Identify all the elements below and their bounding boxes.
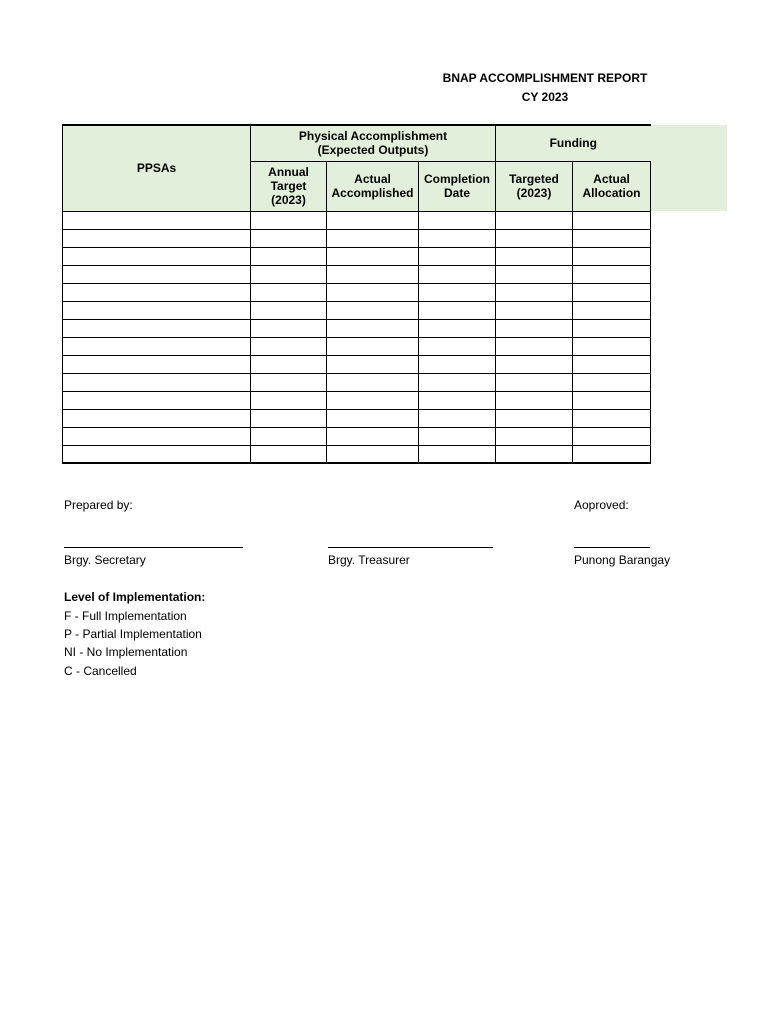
- table-cell[interactable]: [573, 427, 651, 445]
- table-cell[interactable]: [327, 247, 419, 265]
- table-row: [63, 319, 651, 337]
- table-cell[interactable]: [573, 337, 651, 355]
- table-row: [63, 445, 651, 463]
- table-cell[interactable]: [496, 373, 573, 391]
- treasurer-label: Brgy. Treasurer: [328, 553, 410, 567]
- table-cell[interactable]: [251, 283, 327, 301]
- secretary-label: Brgy. Secretary: [64, 553, 146, 567]
- table-cell[interactable]: [63, 373, 251, 391]
- table-body: [63, 211, 651, 463]
- table-cell[interactable]: [63, 301, 251, 319]
- table-row: [63, 391, 651, 409]
- table-cell[interactable]: [419, 391, 496, 409]
- table-cell[interactable]: [419, 265, 496, 283]
- table-cell[interactable]: [63, 409, 251, 427]
- table-cell[interactable]: [573, 409, 651, 427]
- accomplishment-table: [62, 124, 651, 464]
- table-cell[interactable]: [496, 229, 573, 247]
- table-cell[interactable]: [251, 373, 327, 391]
- table-cell[interactable]: [573, 445, 651, 463]
- table-cell[interactable]: [251, 301, 327, 319]
- legend-item-partial: P - Partial Implementation: [64, 627, 202, 641]
- table-cell[interactable]: [573, 355, 651, 373]
- table-row: [63, 373, 651, 391]
- table-cell[interactable]: [251, 319, 327, 337]
- table-cell[interactable]: [63, 319, 251, 337]
- table-cell[interactable]: [573, 373, 651, 391]
- table-cell[interactable]: [63, 265, 251, 283]
- table-cell[interactable]: [251, 445, 327, 463]
- table-cell[interactable]: [251, 409, 327, 427]
- table-cell[interactable]: [419, 337, 496, 355]
- table-cell[interactable]: [496, 409, 573, 427]
- table-cell[interactable]: [63, 337, 251, 355]
- table-cell[interactable]: [251, 355, 327, 373]
- table-cell[interactable]: [251, 427, 327, 445]
- table-cell[interactable]: [419, 283, 496, 301]
- annual-target-header: Annual Target (2023): [251, 161, 327, 211]
- table-cell[interactable]: [496, 445, 573, 463]
- table-cell[interactable]: [419, 211, 496, 229]
- table-cell[interactable]: [573, 301, 651, 319]
- actual-accomplished-header: Actual Accomplished: [327, 161, 419, 211]
- table-cell[interactable]: [327, 337, 419, 355]
- table-row: [63, 229, 651, 247]
- actual-allocation-header: Actual Allocation: [573, 161, 651, 211]
- table-cell[interactable]: [496, 427, 573, 445]
- header-fill-extension: [650, 125, 727, 211]
- table-cell[interactable]: [327, 373, 419, 391]
- table-cell[interactable]: [496, 391, 573, 409]
- table-cell[interactable]: [63, 445, 251, 463]
- table-cell[interactable]: [573, 211, 651, 229]
- table-cell[interactable]: [573, 247, 651, 265]
- table-cell[interactable]: [327, 427, 419, 445]
- targeted-2023-header: Targeted (2023): [496, 161, 573, 211]
- table-cell[interactable]: [251, 391, 327, 409]
- table-cell[interactable]: [63, 229, 251, 247]
- table-cell[interactable]: [327, 265, 419, 283]
- punong-label: Punong Barangay: [574, 553, 671, 567]
- table-row: [63, 211, 651, 229]
- table-cell[interactable]: [419, 301, 496, 319]
- table-cell[interactable]: [496, 355, 573, 373]
- table-cell[interactable]: [419, 373, 496, 391]
- treasurer-signature-line: [328, 547, 493, 548]
- table-cell[interactable]: [327, 211, 419, 229]
- table-cell[interactable]: [327, 319, 419, 337]
- table-cell[interactable]: [496, 247, 573, 265]
- table-cell[interactable]: [496, 319, 573, 337]
- table-row: [63, 409, 651, 427]
- prepared-by-label: Prepared by:: [64, 498, 133, 512]
- completion-date-header: Completion Date: [419, 161, 496, 211]
- table-cell[interactable]: [251, 337, 327, 355]
- physical-accomplishment-header: Physical Accomplishment (Expected Outputs): [251, 125, 496, 161]
- table-row: [63, 337, 651, 355]
- table-cell[interactable]: [63, 427, 251, 445]
- table-cell[interactable]: [419, 229, 496, 247]
- ppsas-header: PPSAs: [63, 125, 251, 211]
- table-row: [63, 355, 651, 373]
- table-row: [63, 265, 651, 283]
- table-cell[interactable]: [419, 319, 496, 337]
- legend-item-full: F - Full Implementation: [64, 609, 187, 623]
- table-cell[interactable]: [327, 283, 419, 301]
- table-cell[interactable]: [573, 265, 651, 283]
- table-cell[interactable]: [419, 247, 496, 265]
- table-cell[interactable]: [573, 283, 651, 301]
- table-cell[interactable]: [327, 229, 419, 247]
- table-cell[interactable]: [573, 229, 651, 247]
- table-row: [63, 301, 651, 319]
- table-cell[interactable]: [251, 265, 327, 283]
- table-cell[interactable]: [496, 301, 573, 319]
- table-cell[interactable]: [573, 391, 651, 409]
- legend-item-cancelled: C - Cancelled: [64, 664, 137, 678]
- table-row: [63, 283, 651, 301]
- legend-item-none: NI - No Implementation: [64, 645, 188, 659]
- table-cell[interactable]: [419, 427, 496, 445]
- table-cell[interactable]: [327, 355, 419, 373]
- secretary-signature-line: [64, 547, 243, 548]
- table-cell[interactable]: [573, 319, 651, 337]
- table-cell[interactable]: [496, 265, 573, 283]
- table-cell[interactable]: [327, 409, 419, 427]
- table-cell[interactable]: [251, 229, 327, 247]
- report-subtitle: CY 2023: [521, 90, 569, 104]
- table-cell[interactable]: [419, 445, 496, 463]
- table-cell[interactable]: [496, 337, 573, 355]
- approved-label: Aoproved:: [574, 498, 629, 512]
- table-cell[interactable]: [327, 391, 419, 409]
- table-cell[interactable]: [496, 211, 573, 229]
- legend-title: Level of Implementation:: [64, 590, 206, 604]
- table-cell[interactable]: [251, 211, 327, 229]
- table-cell[interactable]: [63, 283, 251, 301]
- table-cell[interactable]: [63, 355, 251, 373]
- report-title: BNAP ACCOMPLISHMENT REPORT: [442, 71, 648, 85]
- table-row: [63, 247, 651, 265]
- table-cell[interactable]: [327, 445, 419, 463]
- table-cell[interactable]: [419, 355, 496, 373]
- table-cell[interactable]: [327, 301, 419, 319]
- table-cell[interactable]: [63, 211, 251, 229]
- table-cell[interactable]: [251, 247, 327, 265]
- table-cell[interactable]: [496, 283, 573, 301]
- table-cell[interactable]: [63, 391, 251, 409]
- table-cell[interactable]: [419, 409, 496, 427]
- punong-signature-line: [574, 547, 650, 548]
- table-row: [63, 427, 651, 445]
- table-cell[interactable]: [63, 247, 251, 265]
- funding-header: Funding: [496, 125, 651, 161]
